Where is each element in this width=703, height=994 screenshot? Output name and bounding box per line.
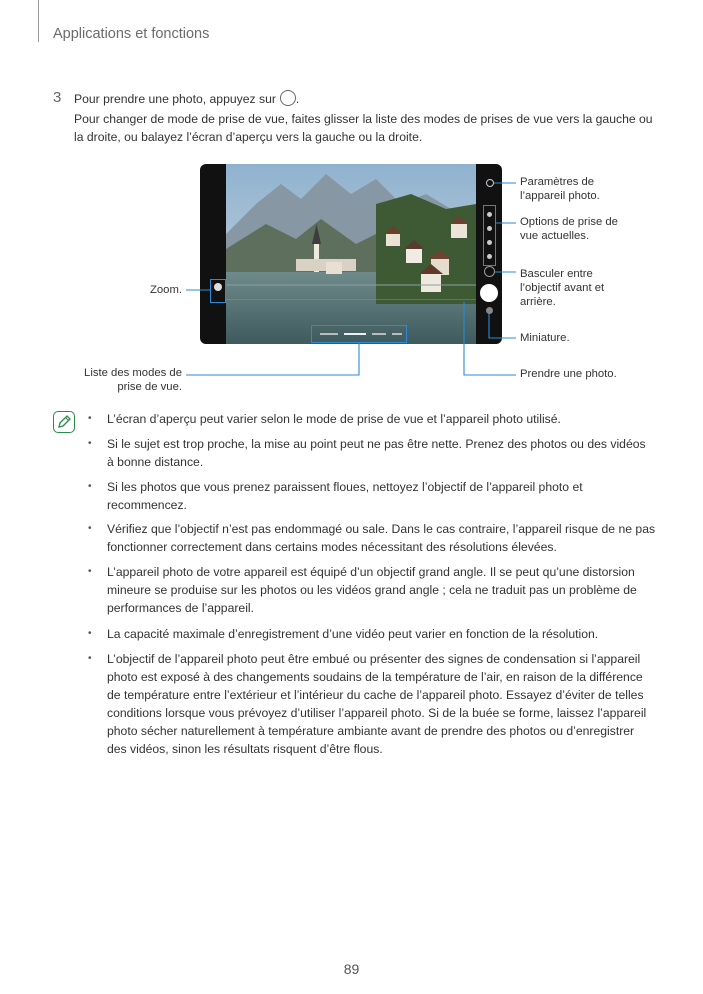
note-3: Si les photos que vous prenez paraissent floues, nettoyez l’objectif de l’appareil photo et recommencez. [107,480,583,512]
section-title: Applications et fonctions [53,26,210,42]
step-number: 3 [53,89,62,106]
note-7: L’objectif de l’appareil photo peut être embué ou présenter des signes de condensation si l’appareil photo est exposé à des changements soudains de la température de l’air, en raison de la différence de température entre l’extérieur et l’intérieur du cache de l’appareil photo. Essayez d’éviter de telles conditions lorsque vous prévoyez d’utiliser l’appareil photo. Si de la buée se forme, laissez l’appareil photo sécher naturellement à température ambiante avant de prendre des photos ou d’enregistrer des vidéos, sinon les résultats risquent d’être flous. [107,652,647,756]
note-icon [53,411,75,433]
bullet: • [88,628,92,639]
switch-callout: Basculer entre l’objectif avant et arrière. [520,268,605,308]
shutter-callout: Prendre une photo. [520,368,617,380]
bullet: • [88,438,92,449]
zoom-callout: Zoom. [149,284,182,296]
thumbnail-callout: Miniature. [520,332,570,344]
note-4: Vérifiez que l’objectif n’est pas endommagé ou sale. Dans le cas contraire, l’appareil risque de ne pas fonctionner correctement dans certains modes nécessitant des résolutions élevées. [107,522,656,554]
pencil-icon [54,412,74,432]
options-callout: Options de prise de vue actuelles. [520,216,618,242]
settings-callout: Paramètres de l’appareil photo. [520,176,600,202]
note-1: L’écran d’aperçu peut varier selon le mode de prise de vue et l’appareil photo utilisé. [107,412,561,426]
bullet: • [88,413,92,424]
thumbnail-callout-line [489,314,516,338]
note-2: Si le sujet est trop proche, la mise au point peut ne pas être nette. Prenez des photos ou des vidéos à bonne distance. [107,437,646,469]
modes-callout: Liste des modes de prise de vue. [84,367,182,393]
step-line-3: la droite, ou balayez l’écran d’aperçu vers la gauche ou la droite. [74,130,423,144]
modes-callout-line [186,343,359,375]
bullet: • [88,653,92,664]
note-5: L’appareil photo de votre appareil est équipé d’un objectif grand angle. Il se peut qu’une distorsion mineure se produise sur les photos ou les vidéos grand angle ; cela ne traduit pas un problème de performances de l’appareil. [107,565,637,615]
page-number: 89 [343,961,360,977]
step-line-2: Pour changer de mode de prise de vue, faites glisser la liste des modes de prises de vue vers la gauche ou [74,112,653,126]
step-period: . [295,92,300,106]
bullet: • [88,566,92,577]
note-6: La capacité maximale d’enregistrement d’une vidéo peut varier en fonction de la résolution. [107,627,599,641]
step-text: Pour prendre une photo, appuyez sur [74,92,276,106]
bullet: • [88,523,92,534]
bullet: • [88,481,92,492]
